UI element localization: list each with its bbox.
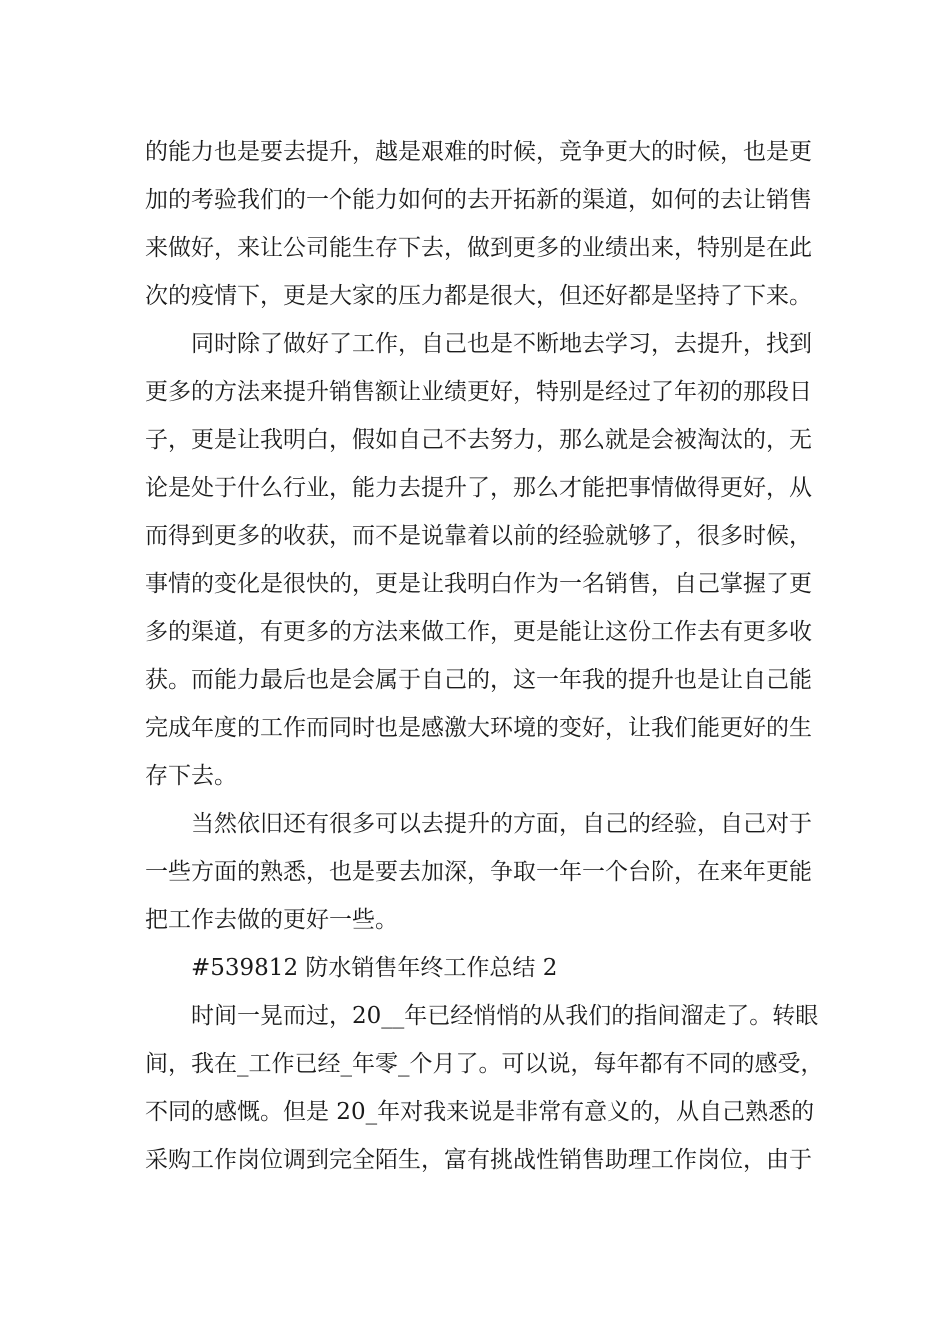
paragraph xyxy=(145,128,812,320)
text-line: 获。而能力最后也是会属于自己的，这一年我的提升也是让自己能 xyxy=(145,667,812,693)
text-line: 论是处于什么行业，能力去提升了，那么才能把事情做得更好，从 xyxy=(145,475,812,501)
text-line: 把工作去做的更好一些。 xyxy=(145,907,398,933)
text-line: 完成年度的工作而同时也是感激大环境的变好，让我们能更好的生 xyxy=(145,715,812,741)
text-line: 时间一晃而过，20__年已经悄悄的从我们的指间溜走了。转眼 xyxy=(191,1003,819,1029)
text-line: 存下去。 xyxy=(145,763,237,789)
text-line: 采购工作岗位调到完全陌生，富有挑战性销售助理工作岗位，由于 xyxy=(145,1147,812,1173)
document-body xyxy=(145,128,824,1184)
text-line: 当然依旧还有很多可以去提升的方面，自己的经验，自己对于 xyxy=(191,811,812,837)
text-line: 多的渠道，有更多的方法来做工作，更是能让这份工作去有更多收 xyxy=(145,619,812,645)
paragraph xyxy=(145,320,812,800)
heading-line: #539812 防水销售年终工作总结 2 xyxy=(191,955,558,981)
text-line: 子，更是让我明白，假如自己不去努力，那么就是会被淘汰的，无 xyxy=(145,427,812,453)
text-line: 来做好，来让公司能生存下去，做到更多的业绩出来，特别是在此 xyxy=(145,235,812,261)
text-line: 事情的变化是很快的，更是让我明白作为一名销售，自己掌握了更 xyxy=(145,571,812,597)
paragraph xyxy=(145,992,824,1184)
text-line: 次的疫情下，更是大家的压力都是很大，但还好都是坚持了下来。 xyxy=(145,283,812,309)
text-line: 而得到更多的收获，而不是说靠着以前的经验就够了，很多时候， xyxy=(145,523,812,549)
text-line: 不同的感慨。但是 20_年对我来说是非常有意义的，从自己熟悉的 xyxy=(145,1099,815,1125)
text-line: 的能力也是要去提升，越是艰难的时候，竞争更大的时候，也是更 xyxy=(145,139,812,165)
section-heading xyxy=(145,944,807,992)
text-line: 加的考验我们的一个能力如何的去开拓新的渠道，如何的去让销售 xyxy=(145,187,812,213)
text-line: 一些方面的熟悉，也是要去加深，争取一年一个台阶，在来年更能 xyxy=(145,859,812,885)
text-line: 更多的方法来提升销售额让业绩更好，特别是经过了年初的那段日 xyxy=(145,379,812,405)
text-line: 间，我在_工作已经_年零_个月了。可以说，每年都有不同的感受， xyxy=(145,1051,824,1077)
text-line: 同时除了做好了工作，自己也是不断地去学习，去提升，找到 xyxy=(191,331,812,357)
paragraph xyxy=(145,800,812,944)
